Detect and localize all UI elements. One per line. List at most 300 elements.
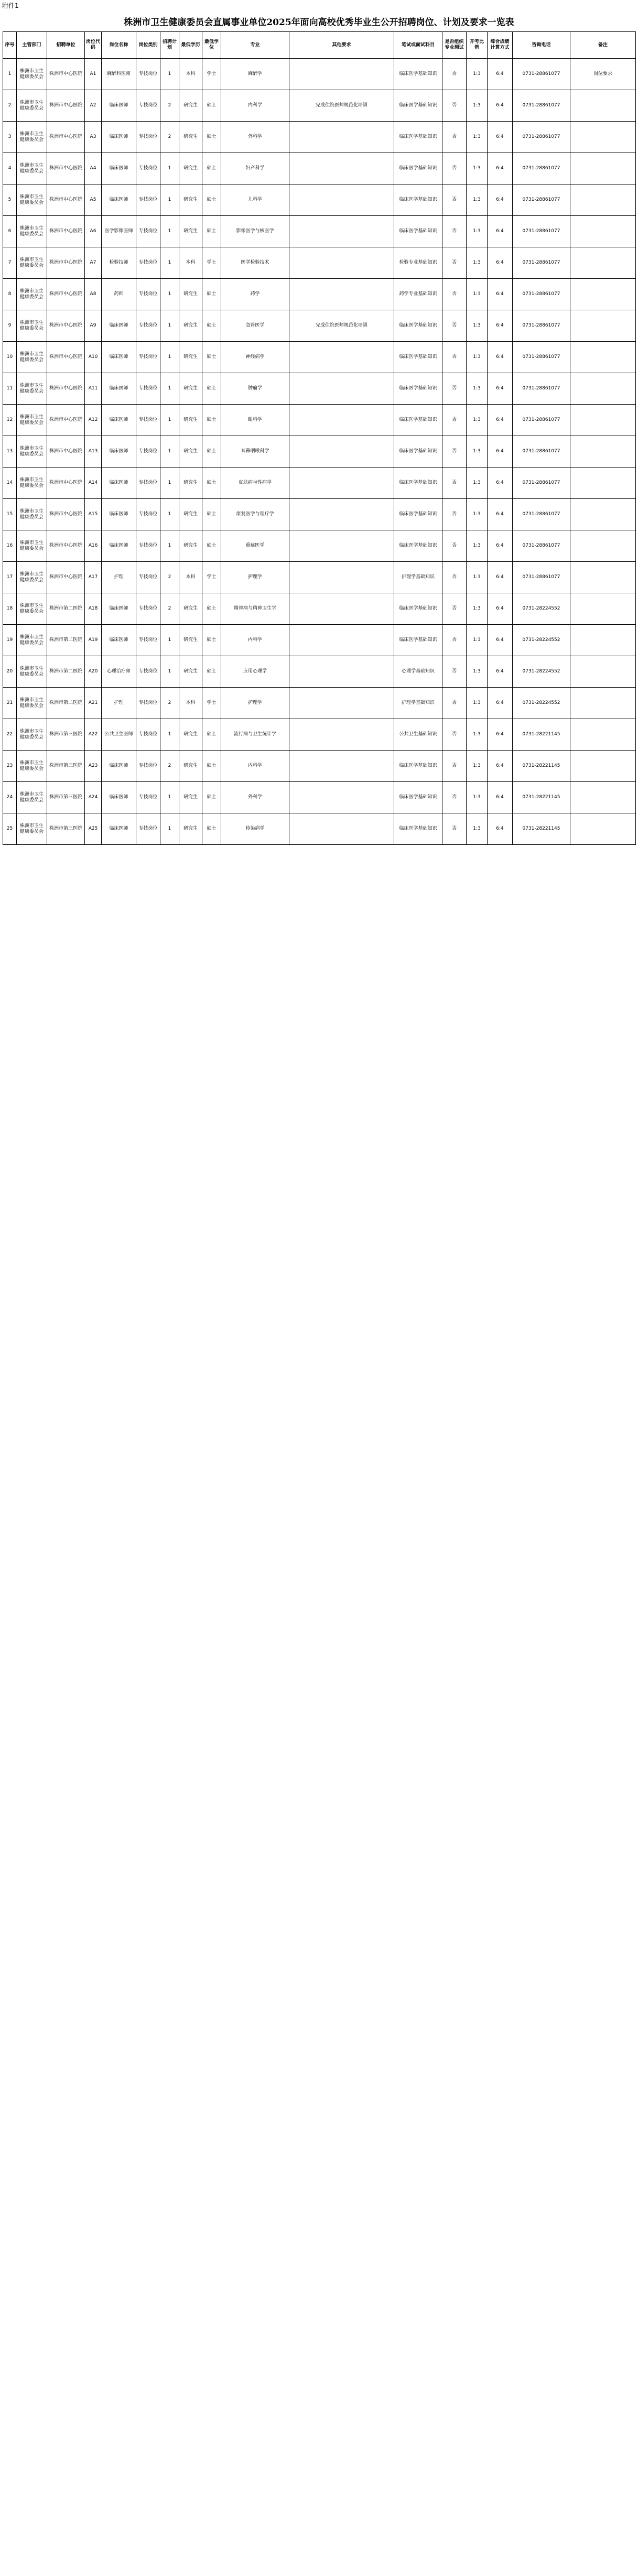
row-number-cell: 4 (3, 153, 17, 184)
score-method-cell: 6:4 (488, 216, 513, 247)
min-degree-cell: 硕士 (202, 499, 221, 530)
department-cell: 株洲市卫生健康委员会 (17, 688, 47, 719)
contact-phone-cell: 0731-28861077 (513, 342, 570, 373)
major-cell: 应用心理学 (221, 656, 289, 688)
exam-subject-cell: 临床医学基础知识 (394, 625, 442, 656)
header-cell: 综合成绩计算方式 (488, 32, 513, 59)
exam-ratio-cell: 1:3 (467, 530, 488, 562)
position-type-cell: 专技岗位 (136, 813, 160, 845)
remarks-cell (570, 405, 636, 436)
min-education-cell: 研究生 (179, 373, 202, 405)
remarks-cell (570, 468, 636, 499)
remarks-cell (570, 656, 636, 688)
score-method-cell: 6:4 (488, 279, 513, 310)
position-type-cell: 专技岗位 (136, 656, 160, 688)
score-method-cell: 6:4 (488, 625, 513, 656)
min-education-cell: 研究生 (179, 813, 202, 845)
score-method-cell: 6:4 (488, 373, 513, 405)
hiring-count-cell: 1 (160, 625, 179, 656)
position-name-cell: 麻醉科医师 (102, 59, 136, 90)
contact-phone-cell: 0731-28861077 (513, 247, 570, 279)
remarks-cell (570, 153, 636, 184)
exam-ratio-cell: 1:3 (467, 436, 488, 468)
row-number-cell: 24 (3, 782, 17, 813)
contact-phone-cell: 0731-28224552 (513, 593, 570, 625)
exam-subject-cell: 临床医学基础知识 (394, 499, 442, 530)
min-degree-cell: 硕士 (202, 625, 221, 656)
employer-cell: 株洲市中心医院 (47, 436, 85, 468)
position-type-cell: 专技岗位 (136, 751, 160, 782)
remarks-cell (570, 562, 636, 593)
major-cell: 急诊医学 (221, 310, 289, 342)
hiring-count-cell: 1 (160, 719, 179, 751)
min-education-cell: 研究生 (179, 122, 202, 153)
row-number-cell: 14 (3, 468, 17, 499)
contact-phone-cell: 0731-28861077 (513, 530, 570, 562)
min-degree-cell: 学士 (202, 247, 221, 279)
remarks-cell (570, 279, 636, 310)
contact-phone-cell: 0731-28224552 (513, 625, 570, 656)
exam-subject-cell: 临床医学基础知识 (394, 122, 442, 153)
remarks-cell (570, 310, 636, 342)
remarks-cell (570, 247, 636, 279)
hiring-count-cell: 2 (160, 593, 179, 625)
contact-phone-cell: 0731-28861077 (513, 405, 570, 436)
exam-ratio-cell: 1:3 (467, 656, 488, 688)
table-row (3, 436, 636, 468)
min-education-cell: 研究生 (179, 751, 202, 782)
contact-phone-cell: 0731-28861077 (513, 468, 570, 499)
table-row (3, 59, 636, 90)
table-row (3, 468, 636, 499)
min-education-cell: 本科 (179, 59, 202, 90)
exam-ratio-cell: 1:3 (467, 593, 488, 625)
hiring-count-cell: 1 (160, 530, 179, 562)
score-method-cell: 6:4 (488, 122, 513, 153)
position-name-cell: 临床医师 (102, 310, 136, 342)
position-name-cell: 医学影像医师 (102, 216, 136, 247)
major-cell: 神经病学 (221, 342, 289, 373)
professional-test-cell: 否 (442, 122, 467, 153)
department-cell: 株洲市卫生健康委员会 (17, 153, 47, 184)
professional-test-cell: 否 (442, 751, 467, 782)
position-type-cell: 专技岗位 (136, 719, 160, 751)
major-cell: 精神病与精神卫生学 (221, 593, 289, 625)
major-cell: 妇产科学 (221, 153, 289, 184)
major-cell: 内科学 (221, 625, 289, 656)
employer-cell: 株洲市中心医院 (47, 530, 85, 562)
row-number-cell: 3 (3, 122, 17, 153)
header-cell: 岗位代码 (85, 32, 102, 59)
exam-ratio-cell: 1:3 (467, 90, 488, 122)
min-degree-cell: 硕士 (202, 719, 221, 751)
hiring-count-cell: 1 (160, 279, 179, 310)
row-number-cell: 16 (3, 530, 17, 562)
remarks-cell: 岗位要求 (570, 59, 636, 90)
professional-test-cell: 否 (442, 688, 467, 719)
header-cell: 主管部门 (17, 32, 47, 59)
major-cell: 医学检验技术 (221, 247, 289, 279)
remarks-cell (570, 593, 636, 625)
department-cell: 株洲市卫生健康委员会 (17, 342, 47, 373)
position-name-cell: 临床医师 (102, 813, 136, 845)
hiring-count-cell: 1 (160, 310, 179, 342)
hiring-count-cell: 2 (160, 688, 179, 719)
contact-phone-cell: 0731-28861077 (513, 90, 570, 122)
page-title: 株洲市卫生健康委员会直属事业单位2025年面向高校优秀毕业生公开招聘岗位、计划及要求一览表 (124, 17, 514, 28)
department-cell: 株洲市卫生健康委员会 (17, 782, 47, 813)
table-row (3, 499, 636, 530)
min-degree-cell: 学士 (202, 59, 221, 90)
other-requirements-cell (289, 436, 394, 468)
hiring-count-cell: 1 (160, 813, 179, 845)
employer-cell: 株洲市中心医院 (47, 468, 85, 499)
other-requirements-cell (289, 625, 394, 656)
hiring-count-cell: 1 (160, 405, 179, 436)
major-cell: 内科学 (221, 90, 289, 122)
hiring-count-cell: 2 (160, 562, 179, 593)
employer-cell: 株洲市中心医院 (47, 405, 85, 436)
position-code-cell: A24 (85, 782, 102, 813)
min-degree-cell: 硕士 (202, 813, 221, 845)
other-requirements-cell (289, 59, 394, 90)
exam-ratio-cell: 1:3 (467, 782, 488, 813)
other-requirements-cell (289, 216, 394, 247)
exam-ratio-cell: 1:3 (467, 59, 488, 90)
exam-subject-cell: 临床医学基础知识 (394, 59, 442, 90)
department-cell: 株洲市卫生健康委员会 (17, 216, 47, 247)
min-degree-cell: 硕士 (202, 153, 221, 184)
employer-cell: 株洲市第三医院 (47, 719, 85, 751)
table-row (3, 688, 636, 719)
department-cell: 株洲市卫生健康委员会 (17, 122, 47, 153)
position-type-cell: 专技岗位 (136, 310, 160, 342)
row-number-cell: 20 (3, 656, 17, 688)
min-education-cell: 研究生 (179, 405, 202, 436)
header-cell: 序号 (3, 32, 17, 59)
row-number-cell: 5 (3, 184, 17, 216)
exam-ratio-cell: 1:3 (467, 216, 488, 247)
remarks-cell (570, 719, 636, 751)
employer-cell: 株洲市中心医院 (47, 279, 85, 310)
position-name-cell: 护理 (102, 688, 136, 719)
remarks-cell (570, 122, 636, 153)
row-number-cell: 7 (3, 247, 17, 279)
exam-subject-cell: 临床医学基础知识 (394, 593, 442, 625)
score-method-cell: 6:4 (488, 310, 513, 342)
major-cell: 外科学 (221, 122, 289, 153)
position-type-cell: 专技岗位 (136, 153, 160, 184)
position-code-cell: A22 (85, 719, 102, 751)
professional-test-cell: 否 (442, 719, 467, 751)
min-education-cell: 研究生 (179, 310, 202, 342)
other-requirements-cell (289, 593, 394, 625)
contact-phone-cell: 0731-28224552 (513, 656, 570, 688)
major-cell: 护理学 (221, 562, 289, 593)
contact-phone-cell: 0731-28861077 (513, 153, 570, 184)
table-row (3, 279, 636, 310)
hiring-count-cell: 1 (160, 184, 179, 216)
exam-ratio-cell: 1:3 (467, 468, 488, 499)
score-method-cell: 6:4 (488, 468, 513, 499)
professional-test-cell: 否 (442, 468, 467, 499)
position-type-cell: 专技岗位 (136, 499, 160, 530)
row-number-cell: 21 (3, 688, 17, 719)
min-education-cell: 研究生 (179, 184, 202, 216)
min-education-cell: 研究生 (179, 656, 202, 688)
remarks-cell (570, 530, 636, 562)
header-cell: 专业 (221, 32, 289, 59)
position-code-cell: A12 (85, 405, 102, 436)
position-type-cell: 专技岗位 (136, 184, 160, 216)
major-cell: 内科学 (221, 751, 289, 782)
min-degree-cell: 硕士 (202, 530, 221, 562)
remarks-cell (570, 751, 636, 782)
row-number-cell: 11 (3, 373, 17, 405)
position-code-cell: A17 (85, 562, 102, 593)
position-type-cell: 专技岗位 (136, 593, 160, 625)
position-code-cell: A5 (85, 184, 102, 216)
remarks-cell (570, 813, 636, 845)
exam-ratio-cell: 1:3 (467, 184, 488, 216)
row-number-cell: 13 (3, 436, 17, 468)
hiring-count-cell: 1 (160, 373, 179, 405)
table-row (3, 562, 636, 593)
other-requirements-cell (289, 247, 394, 279)
exam-subject-cell: 检验专业基础知识 (394, 247, 442, 279)
exam-subject-cell: 临床医学基础知识 (394, 342, 442, 373)
professional-test-cell: 否 (442, 405, 467, 436)
min-education-cell: 研究生 (179, 593, 202, 625)
min-degree-cell: 硕士 (202, 436, 221, 468)
major-cell: 皮肤病与性病学 (221, 468, 289, 499)
score-method-cell: 6:4 (488, 593, 513, 625)
header-cell: 招聘计划 (160, 32, 179, 59)
department-cell: 株洲市卫生健康委员会 (17, 247, 47, 279)
hiring-count-cell: 2 (160, 122, 179, 153)
position-code-cell: A8 (85, 279, 102, 310)
department-cell: 株洲市卫生健康委员会 (17, 310, 47, 342)
score-method-cell: 6:4 (488, 342, 513, 373)
row-number-cell: 2 (3, 90, 17, 122)
min-education-cell: 本科 (179, 562, 202, 593)
department-cell: 株洲市卫生健康委员会 (17, 499, 47, 530)
exam-ratio-cell: 1:3 (467, 247, 488, 279)
min-degree-cell: 硕士 (202, 310, 221, 342)
exam-ratio-cell: 1:3 (467, 373, 488, 405)
row-number-cell: 10 (3, 342, 17, 373)
professional-test-cell: 否 (442, 342, 467, 373)
position-type-cell: 专技岗位 (136, 373, 160, 405)
exam-ratio-cell: 1:3 (467, 562, 488, 593)
score-method-cell: 6:4 (488, 405, 513, 436)
exam-subject-cell: 临床医学基础知识 (394, 184, 442, 216)
exam-subject-cell: 药学专业基础知识 (394, 279, 442, 310)
employer-cell: 株洲市中心医院 (47, 342, 85, 373)
position-type-cell: 专技岗位 (136, 216, 160, 247)
min-degree-cell: 硕士 (202, 216, 221, 247)
exam-ratio-cell: 1:3 (467, 122, 488, 153)
min-degree-cell: 硕士 (202, 373, 221, 405)
min-education-cell: 研究生 (179, 216, 202, 247)
row-number-cell: 9 (3, 310, 17, 342)
exam-subject-cell: 心理学基础知识 (394, 656, 442, 688)
table-row (3, 656, 636, 688)
exam-subject-cell: 公共卫生基础知识 (394, 719, 442, 751)
header-cell: 最低学位 (202, 32, 221, 59)
position-code-cell: A15 (85, 499, 102, 530)
other-requirements-cell (289, 499, 394, 530)
position-name-cell: 检验技师 (102, 247, 136, 279)
score-method-cell: 6:4 (488, 751, 513, 782)
other-requirements-cell (289, 122, 394, 153)
row-number-cell: 18 (3, 593, 17, 625)
min-education-cell: 研究生 (179, 90, 202, 122)
exam-subject-cell: 临床医学基础知识 (394, 216, 442, 247)
score-method-cell: 6:4 (488, 59, 513, 90)
professional-test-cell: 否 (442, 562, 467, 593)
row-number-cell: 1 (3, 59, 17, 90)
exam-ratio-cell: 1:3 (467, 279, 488, 310)
position-name-cell: 临床医师 (102, 122, 136, 153)
professional-test-cell: 否 (442, 625, 467, 656)
min-degree-cell: 硕士 (202, 184, 221, 216)
table-row (3, 153, 636, 184)
remarks-cell (570, 782, 636, 813)
position-name-cell: 临床医师 (102, 751, 136, 782)
min-degree-cell: 硕士 (202, 122, 221, 153)
other-requirements-cell (289, 688, 394, 719)
hiring-count-cell: 1 (160, 153, 179, 184)
row-number-cell: 15 (3, 499, 17, 530)
min-education-cell: 研究生 (179, 436, 202, 468)
header-cell: 其他要求 (289, 32, 394, 59)
employer-cell: 株洲市中心医院 (47, 59, 85, 90)
exam-subject-cell: 临床医学基础知识 (394, 782, 442, 813)
table-row (3, 310, 636, 342)
position-code-cell: A21 (85, 688, 102, 719)
position-code-cell: A6 (85, 216, 102, 247)
hiring-count-cell: 2 (160, 751, 179, 782)
exam-subject-cell: 临床医学基础知识 (394, 90, 442, 122)
professional-test-cell: 否 (442, 436, 467, 468)
hiring-count-cell: 2 (160, 90, 179, 122)
position-type-cell: 专技岗位 (136, 782, 160, 813)
contact-phone-cell: 0731-28221145 (513, 719, 570, 751)
other-requirements-cell (289, 373, 394, 405)
table-row (3, 813, 636, 845)
min-degree-cell: 学士 (202, 688, 221, 719)
other-requirements-cell (289, 468, 394, 499)
score-method-cell: 6:4 (488, 813, 513, 845)
table-row (3, 247, 636, 279)
other-requirements-cell (289, 530, 394, 562)
remarks-cell (570, 625, 636, 656)
employer-cell: 株洲市第三医院 (47, 813, 85, 845)
employer-cell: 株洲市第二医院 (47, 688, 85, 719)
position-type-cell: 专技岗位 (136, 625, 160, 656)
position-name-cell: 心理治疗师 (102, 656, 136, 688)
row-number-cell: 25 (3, 813, 17, 845)
min-degree-cell: 硕士 (202, 90, 221, 122)
exam-subject-cell: 临床医学基础知识 (394, 153, 442, 184)
exam-subject-cell: 临床医学基础知识 (394, 813, 442, 845)
contact-phone-cell: 0731-28861077 (513, 184, 570, 216)
exam-ratio-cell: 1:3 (467, 310, 488, 342)
exam-ratio-cell: 1:3 (467, 342, 488, 373)
score-method-cell: 6:4 (488, 782, 513, 813)
position-name-cell: 临床医师 (102, 436, 136, 468)
department-cell: 株洲市卫生健康委员会 (17, 184, 47, 216)
contact-phone-cell: 0731-28221145 (513, 813, 570, 845)
hiring-count-cell: 1 (160, 782, 179, 813)
header-cell: 备注 (570, 32, 636, 59)
major-cell: 影像医学与核医学 (221, 216, 289, 247)
min-education-cell: 研究生 (179, 719, 202, 751)
min-education-cell: 研究生 (179, 625, 202, 656)
department-cell: 株洲市卫生健康委员会 (17, 530, 47, 562)
exam-subject-cell: 临床医学基础知识 (394, 373, 442, 405)
table-row (3, 782, 636, 813)
position-name-cell: 药师 (102, 279, 136, 310)
exam-ratio-cell: 1:3 (467, 688, 488, 719)
professional-test-cell: 否 (442, 59, 467, 90)
exam-ratio-cell: 1:3 (467, 405, 488, 436)
other-requirements-cell (289, 405, 394, 436)
min-education-cell: 研究生 (179, 530, 202, 562)
major-cell: 重症医学 (221, 530, 289, 562)
table-row (3, 751, 636, 782)
major-cell: 流行病与卫生统计学 (221, 719, 289, 751)
score-method-cell: 6:4 (488, 499, 513, 530)
min-degree-cell: 硕士 (202, 342, 221, 373)
hiring-count-cell: 1 (160, 59, 179, 90)
other-requirements-cell: 完成住院医师规范化培训 (289, 90, 394, 122)
position-name-cell: 临床医师 (102, 90, 136, 122)
header-cell: 开考比例 (467, 32, 488, 59)
position-name-cell: 临床医师 (102, 405, 136, 436)
header-cell: 最低学历 (179, 32, 202, 59)
contact-phone-cell: 0731-28861077 (513, 122, 570, 153)
min-education-cell: 研究生 (179, 279, 202, 310)
major-cell: 肿瘤学 (221, 373, 289, 405)
major-cell: 康复医学与理疗学 (221, 499, 289, 530)
position-code-cell: A7 (85, 247, 102, 279)
hiring-count-cell: 1 (160, 216, 179, 247)
position-type-cell: 专技岗位 (136, 562, 160, 593)
department-cell: 株洲市卫生健康委员会 (17, 90, 47, 122)
position-code-cell: A11 (85, 373, 102, 405)
professional-test-cell: 否 (442, 593, 467, 625)
header-cell: 咨询电话 (513, 32, 570, 59)
position-code-cell: A25 (85, 813, 102, 845)
position-type-cell: 专技岗位 (136, 468, 160, 499)
header-cell: 招聘单位 (47, 32, 85, 59)
professional-test-cell: 否 (442, 656, 467, 688)
contact-phone-cell: 0731-28861077 (513, 310, 570, 342)
employer-cell: 株洲市中心医院 (47, 184, 85, 216)
min-degree-cell: 学士 (202, 562, 221, 593)
department-cell: 株洲市卫生健康委员会 (17, 405, 47, 436)
position-code-cell: A9 (85, 310, 102, 342)
exam-subject-cell: 临床医学基础知识 (394, 468, 442, 499)
employer-cell: 株洲市中心医院 (47, 373, 85, 405)
table-row (3, 342, 636, 373)
position-type-cell: 专技岗位 (136, 688, 160, 719)
hiring-count-cell: 1 (160, 247, 179, 279)
table-row (3, 405, 636, 436)
contact-phone-cell: 0731-28861077 (513, 499, 570, 530)
